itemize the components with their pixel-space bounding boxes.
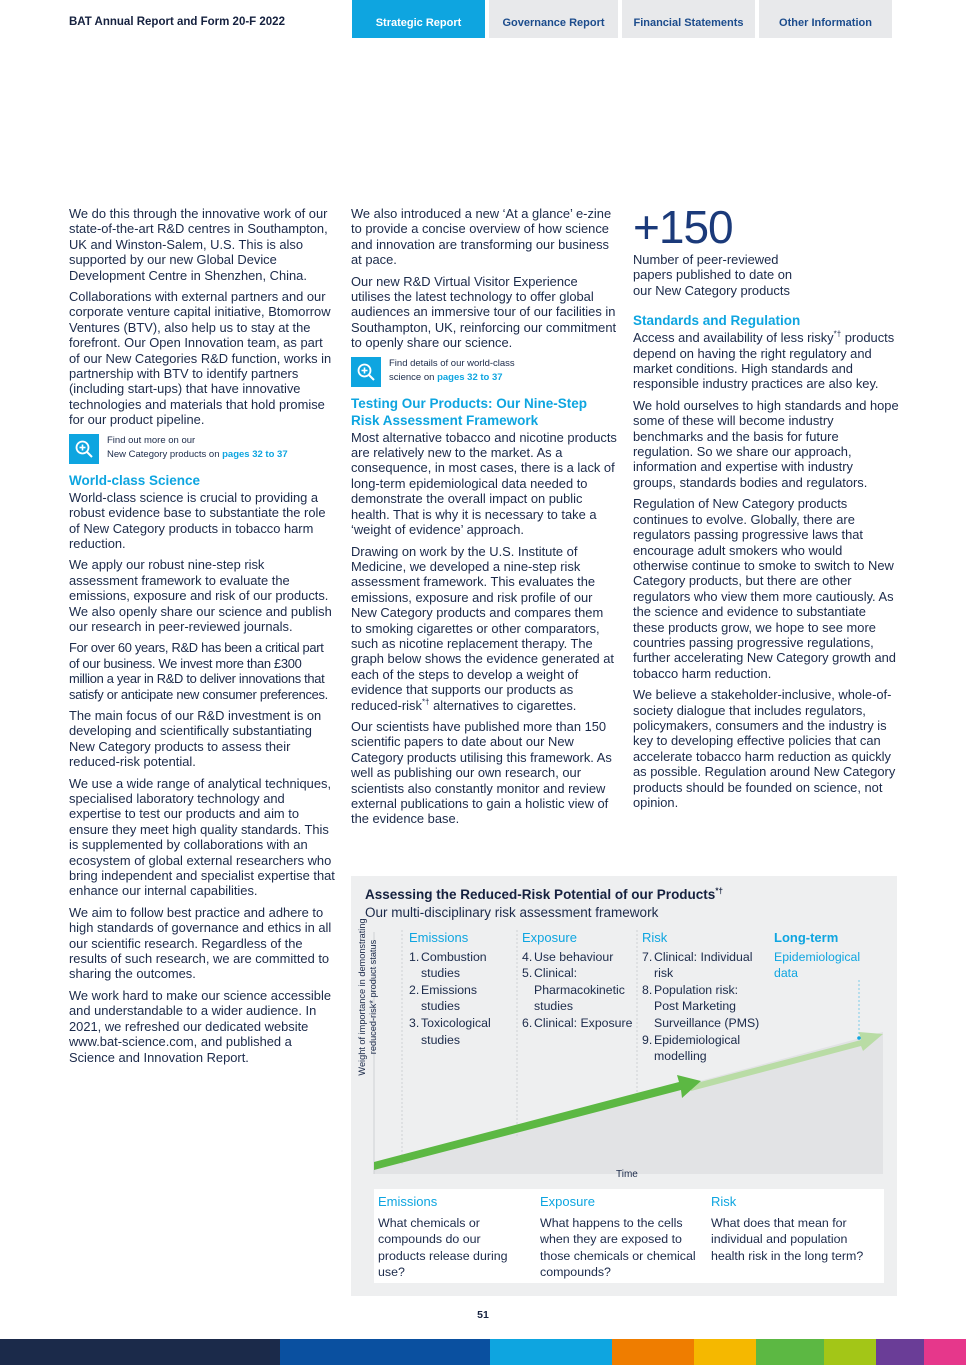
paragraph [351, 544, 617, 713]
question-risk [711, 1194, 883, 1264]
exposure-heading: Exposure [522, 930, 577, 945]
step-label: Clinical: Exposure [534, 1015, 633, 1030]
paragraph: We believe a stakeholder-inclusive, whole-of-society dialogue that includes regulators, policymakers, consumers and the industry is key to developing effective policies that can accelerate tobacco harm reduction as quickly as possible. Regulation around New Category products should be founded on science, not opinion. [633, 687, 896, 810]
emissions-heading: Emissions [409, 930, 469, 945]
magnify-plus-icon [351, 357, 381, 387]
tab-other-information[interactable]: Other Information [759, 0, 892, 38]
paragraph: For over 60 years, R&D has been a critical part of our business. We invest more than £300 million a year in R&D to deliver innovations that satisfy or anticipate new consumer preferences. [69, 640, 328, 702]
footnote-marker: *† [421, 697, 430, 707]
footnote-marker: *† [833, 329, 842, 339]
question-text: What chemicals or compounds do our products release during use? [378, 1215, 508, 1279]
step-item [409, 982, 517, 1015]
tab-governance-report[interactable]: Governance Report [489, 0, 618, 38]
paragraph [633, 330, 899, 392]
find-out-more-callout[interactable] [69, 434, 335, 464]
step-label: Toxicological studies [421, 1015, 491, 1047]
step-item [409, 1015, 517, 1048]
section-tabs [352, 0, 896, 38]
page-link[interactable]: pages 32 to 37 [437, 371, 503, 383]
questions-box [374, 1189, 884, 1283]
footer-stripe-segment [924, 1339, 966, 1365]
footnote-marker: *† [715, 886, 723, 896]
question-heading: Emissions [378, 1194, 438, 1209]
step-label: Population risk: Post Marketing Surveillance (PMS) [654, 982, 760, 1030]
paragraph-text: products depend on having the right regulatory and market conditions. High standards and responsible industry practices are also key. [633, 330, 895, 392]
long-term-text: Epidemiological data [774, 949, 861, 981]
step-label: Emissions studies [421, 982, 478, 1014]
step-number: 6. [522, 1015, 533, 1030]
end-marker [857, 1036, 861, 1040]
step-item [642, 1032, 766, 1065]
step-item [522, 949, 640, 966]
footer-stripe-segment [756, 1339, 824, 1365]
step-item [409, 949, 517, 982]
step-item [522, 965, 640, 1015]
step-number: 8. [642, 982, 653, 997]
paragraph: We do this through the innovative work of our state-of-the-art R&D centres in Southampton, UK and Winston-Salem, U.S. This is also supported by our new Global Device Development Centre in Shenzhen, China. [69, 206, 328, 283]
step-label: Clinical: Individual risk [654, 949, 753, 981]
paragraph: World-class science is crucial to providing a robust evidence base to substantiate the role of New Category products in tobacco harm reduction. [69, 489, 326, 551]
step-label: Clinical: Pharmacokinetic studies [534, 966, 625, 1014]
paragraph: We apply our robust nine-step risk assessment framework to evaluate the emissions, exposure and risk of our products. We also openly share our science and publish our research in peer-reviewed journals. [69, 557, 332, 634]
step-number: 4. [522, 949, 533, 964]
step-item [642, 982, 766, 1032]
step-item [522, 1015, 640, 1032]
step-number: 9. [642, 1032, 653, 1047]
paragraph: We work hard to make our science accessible and understandable to a wider audience. In 2021, we refreshed our dedicated website www.bat-science.com, and published a Science and Innovation Report. [69, 987, 331, 1065]
question-exposure [540, 1194, 705, 1281]
long-term-block [774, 930, 884, 982]
paragraph: We aim to follow best practice and adhere to high standards of governance and ethics in all our scientific research. Regardless of the results of such research, we are committed to sharing the outcomes. [69, 904, 332, 982]
footer-stripe-segment [694, 1339, 756, 1365]
question-emissions [378, 1194, 518, 1281]
risk-heading: Risk [642, 930, 668, 945]
tab-strategic-report[interactable]: Strategic Report [352, 0, 485, 38]
paragraph-text: alternatives to cigarettes. [429, 697, 577, 713]
emissions-steps [409, 930, 517, 1048]
step-number: 3. [409, 1015, 420, 1030]
heading-world-class-science: World-class Science [69, 472, 201, 488]
stat-number: +150 [633, 201, 733, 253]
step-number: 1. [409, 949, 420, 964]
paragraph: Most alternative tobacco and nicotine products are relatively new to the market. As a consequence, in most cases, there is a lack of long-term epidemiological data needed to demonstrate the overall impact on public health. That is why it is necessary to take a ‘weight of evidence’ approach. [351, 429, 617, 538]
risk-framework-panel [351, 876, 897, 1296]
page-link[interactable]: pages 32 to 37 [222, 448, 288, 460]
paragraph: We also introduced a new ‘At a glance’ e-zine to provide a concise overview of how science and innovation are transforming our business at pace. [351, 206, 612, 268]
footer-stripe-segment [876, 1339, 924, 1365]
x-axis-label: Time [616, 1169, 638, 1180]
callout-line: Find out more on our [107, 434, 196, 446]
footer-stripe-segment [612, 1339, 694, 1365]
paragraph: Our new R&D Virtual Visitor Experience utilises the latest technology to offer global audiences an immersive tour of our facilities in Southampton, UK, reinforcing our commitment to openly share our science. [351, 273, 617, 351]
callout-line: Find details of our world-class [389, 357, 515, 369]
page-number: 51 [477, 1309, 489, 1321]
paragraph-text: Access and availability of less risky [633, 330, 834, 346]
paragraph: Regulation of New Category products continues to evolve. Globally, there are regulators passing progressive laws that encourage adult smokers who would otherwise continue to smoke to switch to New Category products, but there are other regulators who view them more cautiously. As the science and evidence to substantiate these products grow, we hope to see more countries passing progressive regulations, further accelerating New Category growth and tobacco harm reduction. [633, 496, 896, 681]
step-number: 7. [642, 949, 653, 964]
question-heading: Exposure [540, 1194, 595, 1209]
column-left [69, 206, 335, 1071]
paragraph: Our scientists have published more than 150 scientific papers to date about our New Category products utilising this framework. As well as publishing our own research, our scientists also constantly monitor and review external publications to gain a holistic view of the evidence base. [351, 718, 612, 827]
footer-stripe-segment [280, 1339, 490, 1365]
callout-line: New Category products on [107, 448, 223, 460]
step-label: Use behaviour [534, 949, 614, 964]
footer-stripe-segment [490, 1339, 612, 1365]
step-item [642, 949, 766, 982]
paragraph: We use a wide range of analytical techniques, specialised laboratory technology and expertise to test our products and aim to ensure they meet high quality standards. This is supplemented by collaborations with an ecosystem of global external researchers who bring independent and specialist expertise that enhance our internal capabilities. [69, 775, 335, 899]
report-title: BAT Annual Report and Form 20-F 2022 [69, 16, 285, 28]
footer-stripe-segment [824, 1339, 876, 1365]
heading-testing-products: Testing Our Products: Our Nine-Step Risk Assessment Framework [351, 395, 588, 428]
y-axis-label: Weight of importance in demonstrating reduced-risk* product status [357, 918, 378, 1076]
question-heading: Risk [711, 1194, 737, 1209]
paragraph: We hold ourselves to high standards and hope some of these will become industry benchmarks and the basis for future regulation. So we share our approach, information and expertise with industry groups, standards bodies and regulators. [633, 397, 899, 490]
framework-subtitle: Our multi-disciplinary risk assessment framework [365, 905, 659, 920]
risk-steps [642, 930, 766, 1065]
stat-caption: Number of peer-reviewed papers published to date on our New Category products [633, 252, 793, 298]
magnify-plus-icon [69, 434, 99, 464]
column-middle [351, 206, 617, 833]
step-number: 2. [409, 982, 420, 997]
callout-line: science on [389, 371, 438, 383]
question-text: What does that mean for individual and population health risk in the long term? [711, 1215, 864, 1263]
paragraph: Collaborations with external partners and our corporate venture capital initiative, Btomorrow Ventures (BTV), also help us to stay at the forefront. Our Open Innovation team, as part of our New Categories R&D function, works in partnership with BTV to identify partners (including start-ups) that have innovative technologies and materials that hold promise for our product pipeline. [69, 289, 332, 428]
tab-financial-statements[interactable]: Financial Statements [622, 0, 755, 38]
find-details-callout[interactable] [351, 357, 617, 387]
step-number: 5. [522, 966, 533, 981]
question-text: What happens to the cells when they are exposed to those chemicals or chemical compounds? [540, 1215, 696, 1279]
step-label: Combustion studies [421, 949, 487, 981]
heading-standards-regulation: Standards and Regulation [633, 313, 801, 329]
step-label: Epidemiological modelling [654, 1032, 741, 1064]
framework-title-text: Assessing the Reduced-Risk Potential of our Products [365, 887, 716, 902]
footer-stripe-segment [0, 1339, 280, 1365]
paragraph-text: Drawing on work by the U.S. Institute of Medicine, we developed a nine-step risk assessment framework. This evaluates the emissions, exposure and risk profile of our New Category products and compares them to smoking cigarettes or other comparators, such as nicotine replacement therapy. The graph below shows the evidence generated at each of the steps to develop a weight of evidence that supports our products as reduced-risk [351, 543, 615, 713]
exposure-steps [522, 930, 640, 1032]
long-term-heading: Long-term [774, 930, 839, 945]
paragraph: The main focus of our R&D investment is on developing and scientifically substantiating New Category products to assess their reduced-risk potential. [69, 707, 322, 770]
column-right [633, 201, 899, 816]
